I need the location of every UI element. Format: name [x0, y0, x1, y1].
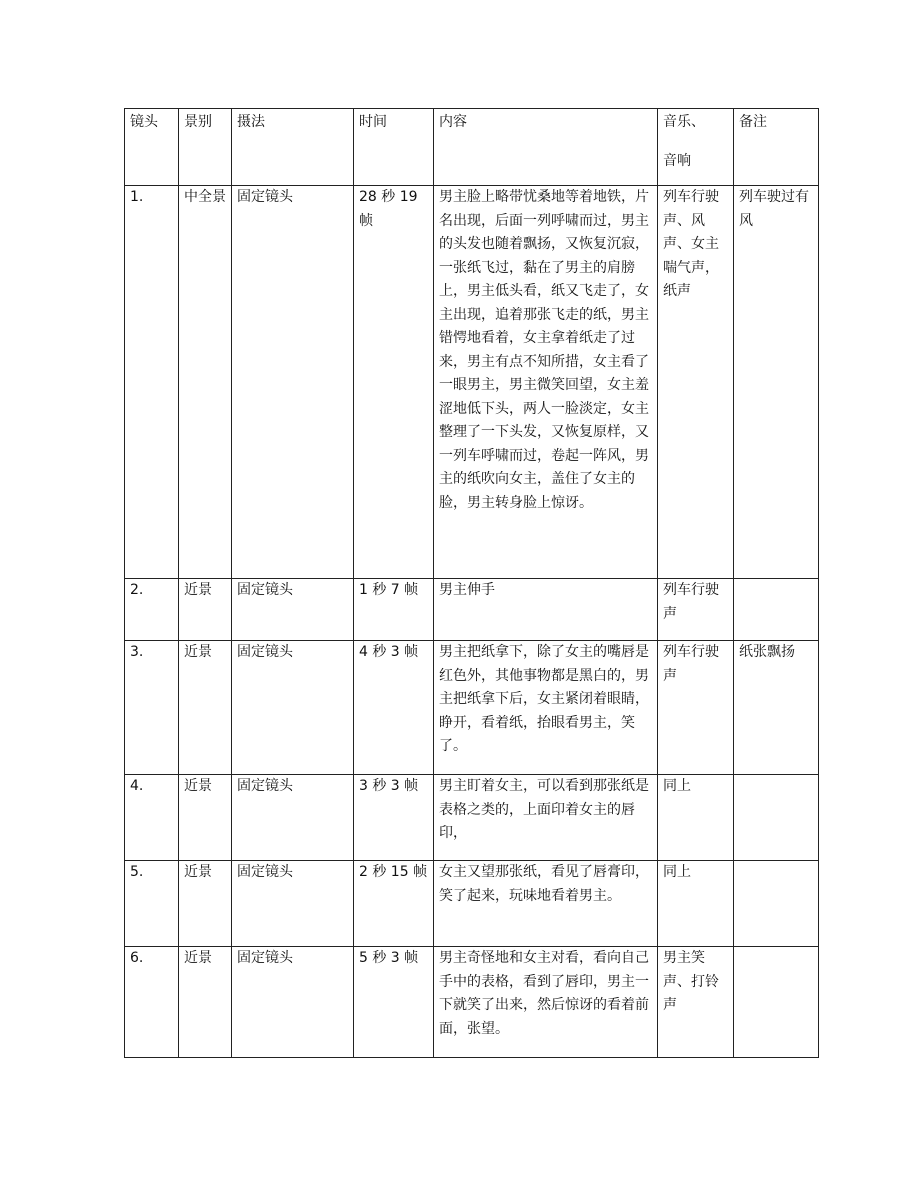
cell-shot: 6. — [125, 947, 179, 1058]
cell-content: 男主伸手 — [434, 579, 658, 641]
header-scale: 景别 — [179, 109, 232, 186]
cell-time: 3 秒 3 帧 — [354, 775, 434, 861]
cell-content: 男主把纸拿下，除了女主的嘴唇是红色外，其他事物都是黑白的，男主把纸拿下后，女主紧闭着眼睛，睁开，看着纸，抬眼看男主，笑了。 — [434, 641, 658, 775]
cell-camera: 固定镜头 — [232, 947, 354, 1058]
cell-camera: 固定镜头 — [232, 579, 354, 641]
cell-content: 男主奇怪地和女主对看，看向自己手中的表格，看到了唇印，男主一下就笑了出来，然后惊讶的看着前面，张望。 — [434, 947, 658, 1058]
cell-shot: 5. — [125, 861, 179, 947]
table-row — [125, 579, 819, 641]
cell-content: 男主盯着女主，可以看到那张纸是表格之类的，上面印着女主的唇印， — [434, 775, 658, 861]
cell-sound: 列车行驶声 — [658, 641, 734, 775]
header-row — [125, 109, 819, 186]
header-time: 时间 — [354, 109, 434, 186]
cell-scale: 中全景 — [179, 186, 232, 579]
table-row — [125, 186, 819, 579]
header-content: 内容 — [434, 109, 658, 186]
cell-scale: 近景 — [179, 641, 232, 775]
table-row — [125, 947, 819, 1058]
header-sound-line1: 音乐、 — [663, 114, 705, 130]
cell-time: 28 秒 19 帧 — [354, 186, 434, 579]
cell-content: 女主又望那张纸，看见了唇膏印，笑了起来，玩味地看着男主。 — [434, 861, 658, 947]
cell-shot: 2. — [125, 579, 179, 641]
cell-time: 2 秒 15 帧 — [354, 861, 434, 947]
cell-notes — [734, 947, 819, 1058]
cell-scale: 近景 — [179, 947, 232, 1058]
cell-time: 1 秒 7 帧 — [354, 579, 434, 641]
cell-sound: 男主笑声、打铃声 — [658, 947, 734, 1058]
cell-shot: 4. — [125, 775, 179, 861]
cell-sound: 列车行驶声、风声、女主喘气声，纸声 — [658, 186, 734, 579]
cell-camera: 固定镜头 — [232, 641, 354, 775]
storyboard-table — [124, 108, 819, 1058]
header-notes: 备注 — [734, 109, 819, 186]
cell-notes: 列车驶过有风 — [734, 186, 819, 579]
cell-sound: 列车行驶声 — [658, 579, 734, 641]
header-sound-line2: 音响 — [663, 152, 691, 169]
cell-time: 5 秒 3 帧 — [354, 947, 434, 1058]
cell-notes: 纸张飘扬 — [734, 641, 819, 775]
table-row — [125, 861, 819, 947]
table-row — [125, 775, 819, 861]
header-shot: 镜头 — [125, 109, 179, 186]
cell-notes — [734, 775, 819, 861]
cell-sound: 同上 — [658, 775, 734, 861]
table-row — [125, 641, 819, 775]
cell-shot: 3. — [125, 641, 179, 775]
cell-scale: 近景 — [179, 775, 232, 861]
cell-camera: 固定镜头 — [232, 775, 354, 861]
cell-camera: 固定镜头 — [232, 186, 354, 579]
cell-sound: 同上 — [658, 861, 734, 947]
cell-time: 4 秒 3 帧 — [354, 641, 434, 775]
cell-notes — [734, 579, 819, 641]
cell-content: 男主脸上略带忧桑地等着地铁，片名出现，后面一列呼啸而过，男主的头发也随着飘扬，又恢复沉寂，一张纸飞过，黏在了男主的肩膀上，男主低头看，纸又飞走了，女主出现，追着那张飞走的纸，男主错愕地看着，女主拿着纸走了过来，男主有点不知所措，女主看了一眼男主，男主微笑回望，女主羞涩地低下头，两人一脸淡定，女主整理了一下头发，又恢复原样，又一列车呼啸而过，卷起一阵风，男主的纸吹向女主，盖住了女主的脸，男主转身脸上惊讶。 — [434, 186, 658, 579]
cell-camera: 固定镜头 — [232, 861, 354, 947]
cell-scale: 近景 — [179, 861, 232, 947]
header-camera: 摄法 — [232, 109, 354, 186]
cell-scale: 近景 — [179, 579, 232, 641]
header-sound — [658, 109, 734, 186]
cell-shot: 1. — [125, 186, 179, 579]
cell-notes — [734, 861, 819, 947]
